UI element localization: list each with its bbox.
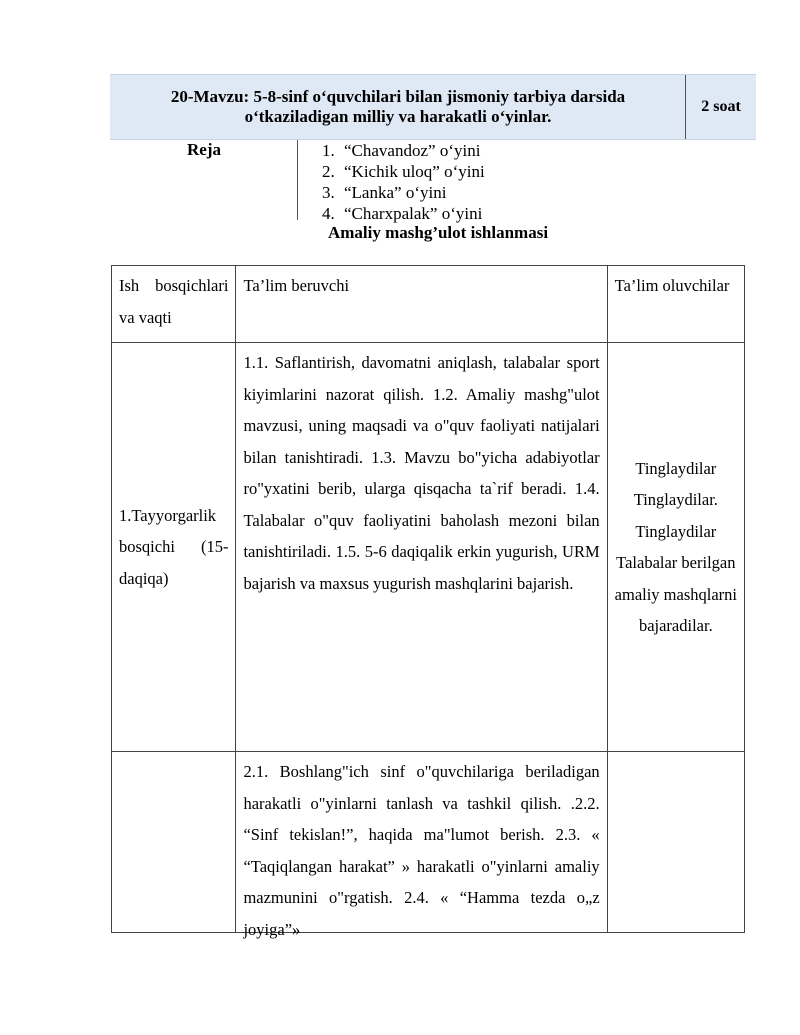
learner-line: Tinglaydilar — [635, 458, 717, 478]
table-row — [112, 343, 745, 752]
learner-line: Tinglaydilar. — [633, 490, 718, 509]
table-row — [112, 752, 745, 933]
plan-item: 3. “Lanka” o‘yini — [322, 183, 447, 202]
plan-item: 4. “Charxpalak” o‘yini — [322, 204, 483, 223]
plan-list — [322, 140, 485, 224]
topic-title-line2: o‘tkaziladigan milliy va harakatli o‘yinlar. — [244, 107, 552, 126]
plan-divider — [297, 140, 298, 220]
lesson-subtitle: Amaliy mashg’ulot ishlanmasi — [327, 223, 549, 242]
learners-cell — [607, 343, 744, 752]
plan-item: 1. “Chavandoz” o‘yini — [322, 141, 481, 160]
plan-label: Reja — [187, 140, 221, 159]
learner-line: Talabalar berilgan amaliy mashqlarni bajaradilar. — [614, 553, 737, 635]
topic-title — [110, 87, 686, 127]
header-stage: Ish bosqichlari va vaqti — [112, 266, 236, 343]
table-header-row — [112, 266, 745, 343]
learners-cell — [607, 752, 744, 933]
teacher-cell — [236, 752, 607, 939]
lesson-table — [111, 265, 745, 939]
topic-hours: 2 soat — [701, 98, 741, 115]
topic-header — [110, 74, 756, 140]
header-teacher: Ta’lim beruvchi — [236, 266, 607, 343]
learner-line: Tinglaydilar — [635, 521, 717, 541]
teacher-text: 2.1. Boshlang"ich sinf o"quvchilariga beriladigan harakatli o"yinlarni tanlash va tashkil qilish. .2.2. “Sinf tekislan!”, haqida ma"lumot berish. 2.3. « “Taqiqlangan harakat” » harakatli o"yinlarni amaliy mazmunini o"rgatish. 2.4. « “Hamma tezda o„z joyiga”» — [243, 762, 600, 939]
stage-cell — [112, 752, 236, 933]
teacher-cell: 1.1. Saflantirish, davomatni aniqlash, talabalar sport kiyimlarini nazorat qilish. 1.2. Amaliy mashg"ulot mavzusi, uning maqsadi va o"quv faoliyati natijalari bilan tanishtiradi. 1.3. Mavzu bo"yicha adabiyotlar ro"yxatini berib, ularga qisqacha ta`rif beradi. 1.4. Talabalar o"quv faoliyatini baholash mezoni bilan tanishtiriladi. 1.5. 5-6 daqiqalik erkin yugurish, URM bajarish va maxsus yugurish mashqlarini bajarish. — [236, 343, 607, 752]
plan-item: 2. “Kichik uloq” o‘yini — [322, 162, 485, 181]
header-learners: Ta’lim oluvchilar — [607, 266, 744, 343]
topic-title-line1: 20-Mavzu: 5-8-sinf o‘quvchilari bilan jismoniy tarbiya darsida — [170, 87, 626, 106]
stage-cell: 1.Tayyorgarlik bosqichi (15-daqiqa) — [112, 343, 236, 752]
